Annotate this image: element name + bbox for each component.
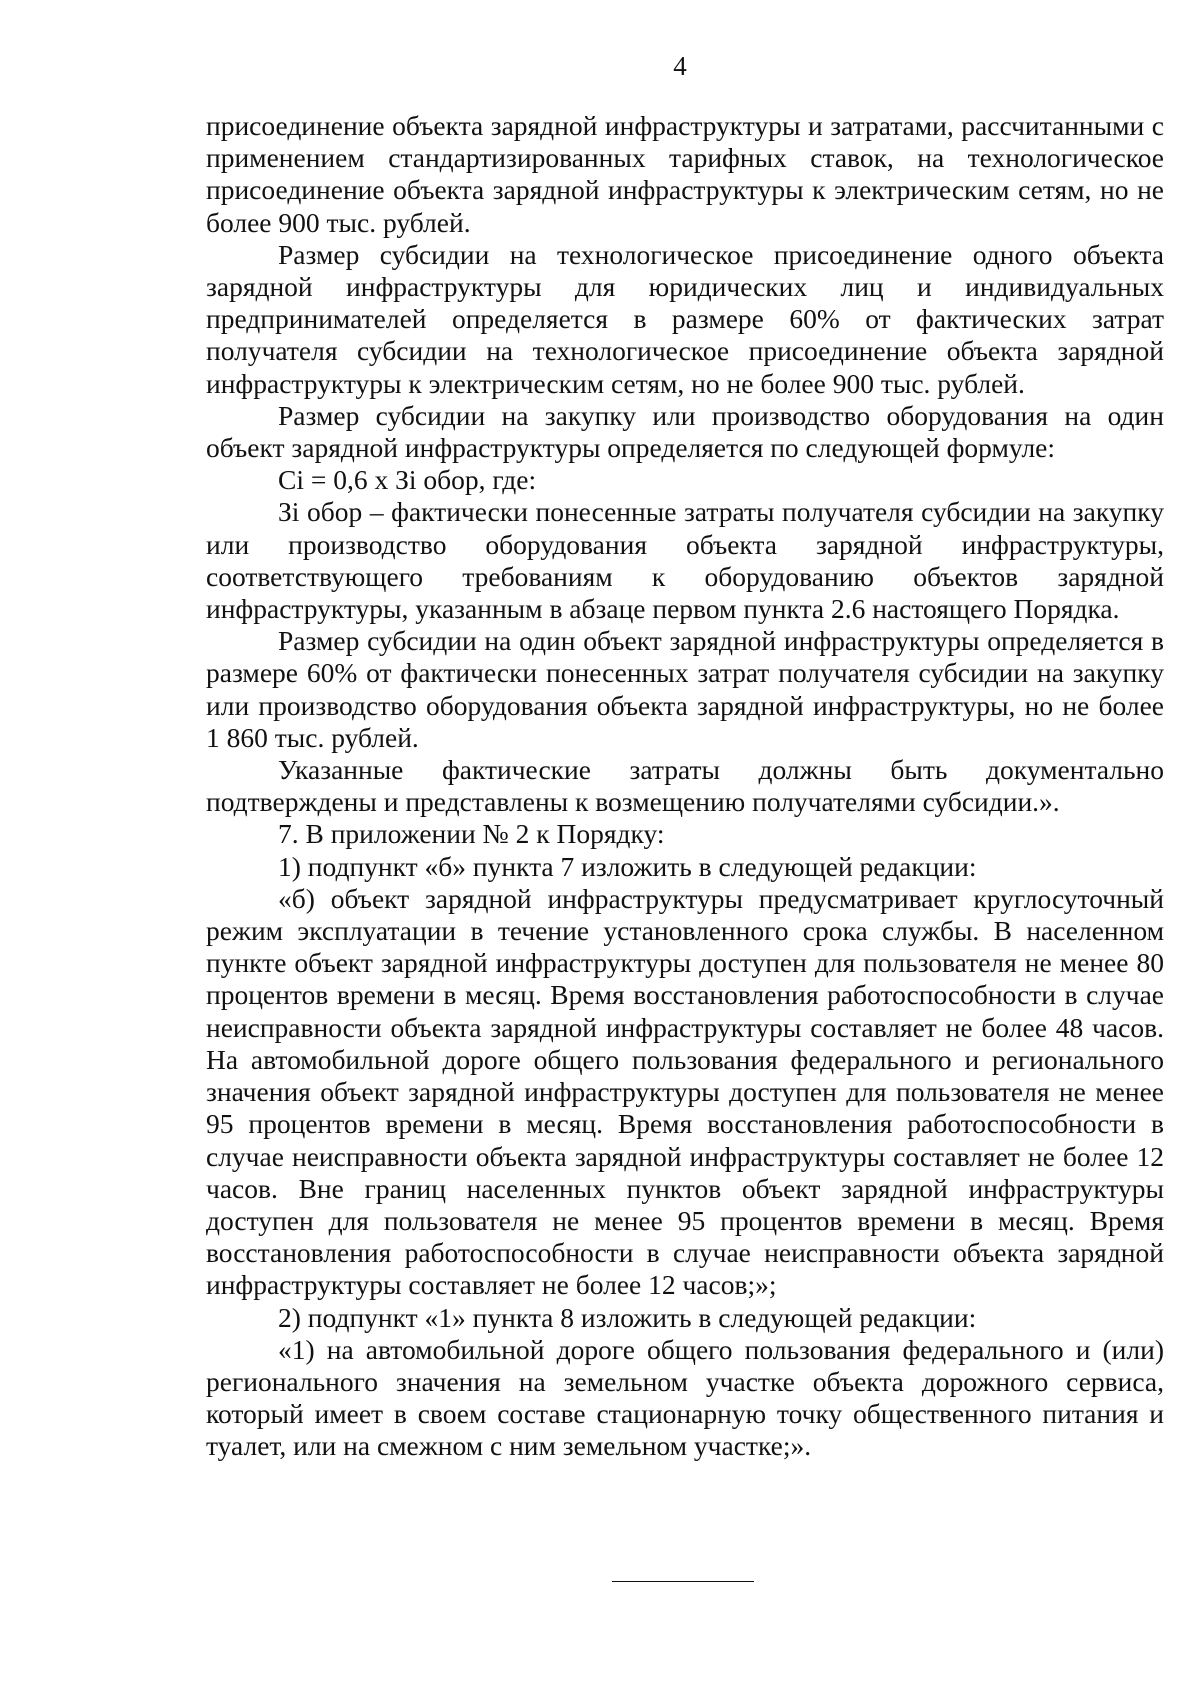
formula-line: Ci = 0,6 x Зi обор, где: (278, 464, 537, 496)
paragraph: Размер субсидии на закупку или производство оборудования на один объект зарядной инфраструктуры определяется по следующей формуле: (206, 399, 1164, 464)
quoted-paragraph: «б) объект зарядной инфраструктуры предусматривает круглосуточный режим эксплуатации в течение установленного срока службы. В населенном пункте объект зарядной инфраструктуры доступен для пользователя не менее 80 процентов времени в месяц. Время восстановления работоспособности в случае неисправности объекта зарядной инфраструктуры составляет не более 48 часов. На автомобильной дороге общего пользования федерального и регионального значения объект зарядной инфраструктуры доступен для пользователя не менее 95 процентов времени в месяц. Время восстановления работоспособности в случае неисправности объекта зарядной инфраструктуры составляет не более 12 часов. Вне границ населенных пунктов объект зарядной инфраструктуры доступен для пользователя не менее 95 процентов времени в месяц. Время восстановления работоспособности в случае неисправности объекта зарядной инфраструктуры составляет не более 12 часов;»; (206, 882, 1164, 1301)
page-number: 4 (673, 51, 687, 81)
document-body (206, 110, 1164, 1463)
paragraph: Размер субсидии на технологическое присоединение одного объекта зарядной инфраструктуры для юридических лиц и индивидуальных предпринимателей определяется в размере 60% от фактических затрат получателя субсидии на технологическое присоединение объекта зарядной инфраструктуры к электрическим сетям, но не более 900 тыс. рублей. (206, 238, 1164, 399)
paragraph: Указанные фактические затраты должны быть документально подтверждены и представлены к возмещению получателями субсидии.». (206, 754, 1164, 818)
list-item: 2) подпункт «1» пункта 8 изложить в следующей редакции: (278, 1301, 977, 1333)
list-item: 1) подпункт «б» пункта 7 изложить в следующей редакции: (278, 850, 977, 882)
section-heading: 7. В приложении № 2 к Порядку: (278, 818, 665, 850)
quoted-paragraph: «1) на автомобильной дороге общего пользования федерального и (или) регионального значения на земельном участке объекта дорожного сервиса, который имеет в своем составе стационарную точку общественного питания и туалет, или на смежном с ним земельном участке;». (206, 1333, 1164, 1462)
paragraph: Зi обор – фактически понесенные затраты получателя субсидии на закупку или производство оборудования объекта зарядной инфраструктуры, соответствующего требованиям к оборудованию объектов зарядной инфраструктуры, указанным в абзаце первом пункта 2.6 настоящего Порядка. (206, 496, 1164, 625)
paragraph-continuation: присоединение объекта зарядной инфраструктуры и затратами, рассчитанными с применением стандартизированных тарифных ставок, на технологическое присоединение объекта зарядной инфраструктуры к электрическим сетям, но не более 900 тыс. рублей. (206, 110, 1164, 238)
end-of-document-rule (612, 1581, 754, 1582)
paragraph: Размер субсидии на один объект зарядной инфраструктуры определяется в размере 60% от фактически понесенных затрат получателя субсидии на закупку или производство оборудования объекта зарядной инфраструктуры, но не более 1 860 тыс. рублей. (206, 625, 1164, 753)
